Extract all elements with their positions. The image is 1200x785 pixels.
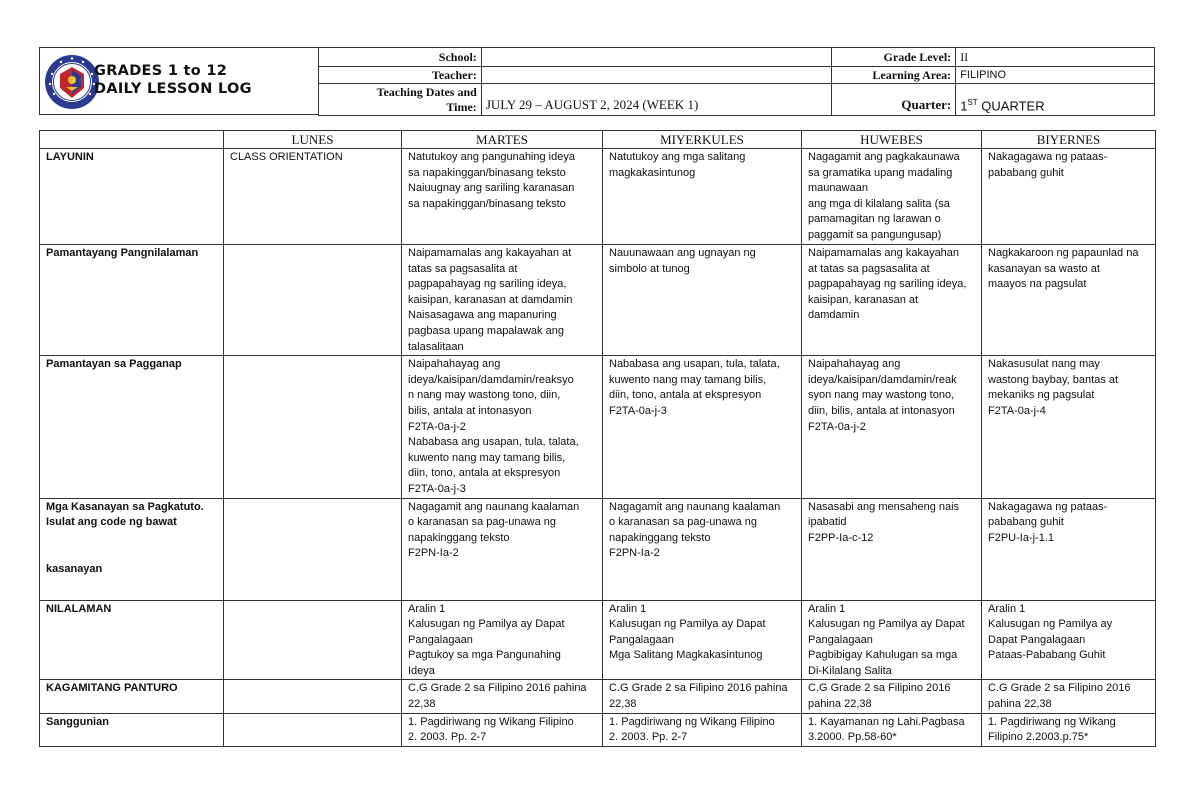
cell-line: Naisasagawa ang mapanuring [408, 309, 557, 322]
table-cell [224, 245, 402, 356]
row-label-line [46, 531, 218, 547]
quarter-field[interactable] [956, 84, 1155, 116]
cell-line: 22,38 [609, 698, 637, 711]
cell-line: Pagbibigay Kahulugan sa mga [808, 649, 958, 662]
row-label-line: Mga Kasanayan sa Pagkatuto. [46, 500, 204, 513]
cell-line: ipabatid [808, 516, 847, 529]
cell-line: Pangalagaan [808, 633, 873, 646]
cell-line: syon nang may wastong tono, [808, 389, 955, 402]
table-cell [402, 149, 603, 245]
cell-line: o karanasan sa pag-unawa ng [408, 516, 556, 529]
title-line-1: GRADES 1 to 12 [94, 63, 228, 79]
cell-line: Nagagamit ang naunang kaalaman [609, 500, 781, 513]
cell-line: simbolo at tunog [609, 262, 690, 275]
cell-line: sa napakinggan/binasang teksto [408, 197, 566, 210]
title-line-2: DAILY LESSON LOG [94, 81, 252, 97]
table-cell [402, 713, 603, 746]
cell-line: Natutukoy ang pangunahing ideya [408, 151, 575, 163]
cell-line: ideya/kaisipan/damdamin/reaksyo [408, 373, 574, 386]
row-label-line: Pamantayan sa Pagganap [46, 358, 182, 371]
cell-line: n nang may wastong tono, diin, [408, 389, 561, 402]
table-cell [224, 356, 402, 498]
teaching-dates-label-line1: Teaching Dates and [376, 84, 477, 99]
table-cell [982, 498, 1156, 600]
table-cell [802, 149, 982, 245]
table-cell [603, 149, 802, 245]
row-label-line: Pamantayang Pangnilalaman [46, 247, 199, 259]
cell-line: napakinggang teksto [408, 531, 510, 544]
school-field[interactable] [481, 48, 832, 67]
table-cell [224, 680, 402, 713]
cell-line: Kalusugan ng Pamilya ay Dapat [609, 618, 766, 631]
cell-line: sa gramatika upang madaling [808, 166, 953, 179]
cell-line: Naipahahayag ang [808, 358, 901, 371]
cell-line: Naipahahayag ang [408, 358, 501, 371]
cell-line: sa napakinggan/binasang teksto [408, 166, 566, 179]
table-cell [402, 245, 603, 356]
cell-line: Nababasa ang usapan, tula, talata, [408, 436, 579, 449]
table-cell [402, 498, 603, 600]
cell-line: maayos na pagsulat [988, 278, 1087, 291]
cell-line: 1. Pagdiriwang ng Wikang [988, 715, 1116, 728]
lesson-log-header [39, 47, 1155, 117]
cell-line: Pataas-Pababang Guhit [988, 649, 1106, 662]
school-label: School: [319, 48, 482, 67]
cell-line: Nakagagawa ng pataas- [988, 500, 1108, 513]
cell-line: Kalusugan ng Pamilya ay [988, 618, 1113, 631]
cell-line: CLASS ORIENTATION [230, 151, 343, 163]
cell-line: pagpapahayag ng sariling ideya, [808, 278, 967, 291]
cell-line: Nakasusulat nang may [988, 358, 1100, 371]
cell-line: pamamagitan ng larawan o [808, 213, 941, 226]
cell-line: Di-Kilalang Salita [808, 664, 892, 677]
cell-line: Pangalagaan [408, 633, 473, 646]
deped-seal-icon [44, 54, 100, 110]
cell-line: kuwento nang may tamang bilis, [408, 451, 566, 464]
cell-line: ideya/kaisipan/damdamin/reak [808, 373, 957, 386]
row-label [40, 600, 224, 680]
grade-level-field[interactable]: II [956, 48, 1155, 67]
table-row [40, 713, 1156, 746]
cell-line: Aralin 1 [808, 602, 846, 615]
table-cell [982, 600, 1156, 680]
cell-line: kasanayan sa wasto at [988, 262, 1100, 275]
quarter-word: QUARTER [977, 98, 1045, 113]
table-cell [982, 680, 1156, 713]
cell-line: Aralin 1 [988, 602, 1026, 615]
cell-line: Nagagamit ang pagkakaunawa [808, 151, 960, 163]
cell-line: kaisipan, karanasan at [808, 293, 919, 306]
cell-line: Aralin 1 [408, 602, 446, 615]
table-row [40, 356, 1156, 498]
cell-line: Nakagagawa ng pataas- [988, 151, 1108, 163]
cell-line: F2TA-0a-j-2 [408, 420, 466, 433]
cell-line: C.G Grade 2 sa Filipino 2016 pahina [609, 682, 788, 695]
cell-line: magkakasintunog [609, 166, 696, 179]
cell-line: diin, tono, antala at ekspresyon [609, 389, 762, 402]
cell-line: Filipino 2.2003.p.75* [988, 731, 1089, 744]
cell-line: pagbasa upang mapalawak ang [408, 324, 564, 337]
table-cell [982, 245, 1156, 356]
table-cell [224, 600, 402, 680]
lesson-plan-body [40, 149, 1156, 747]
cell-line: ang mga di kilalang salita (sa [808, 197, 950, 210]
teaching-dates-label [319, 84, 482, 116]
cell-line: Kalusugan ng Pamilya ay Dapat [808, 618, 965, 631]
teaching-dates-field[interactable]: JULY 29 – AUGUST 2, 2024 (WEEK 1) [481, 84, 832, 116]
cell-line: napakinggang teksto [609, 531, 711, 544]
cell-line: paggamit sa pangungusap) [808, 228, 942, 241]
table-cell [603, 600, 802, 680]
table-cell [402, 600, 603, 680]
cell-line: pahina 22,38 [988, 698, 1052, 711]
cell-line: kaisipan, karanasan at damdamin [408, 293, 573, 306]
row-label-line: Sanggunian [46, 715, 109, 728]
cell-line: Ideya [408, 664, 435, 677]
cell-line: 1. Pagdiriwang ng Wikang Filipino [408, 715, 574, 728]
row-label-line: kasanayan [46, 562, 103, 575]
corner-cell [40, 131, 224, 149]
lesson-plan-table [39, 130, 1156, 747]
quarter-suffix: ST [967, 97, 978, 107]
table-cell [982, 149, 1156, 245]
cell-line: Nauunawaan ang ugnayan ng [609, 247, 756, 259]
row-label-line: KAGAMITANG PANTURO [46, 682, 178, 695]
learning-area-field[interactable]: FILIPINO [956, 67, 1155, 84]
cell-line: o karanasan sa pag-unawa ng [609, 516, 757, 529]
cell-line: bilis, antala at intonasyon [408, 404, 532, 417]
table-cell [603, 245, 802, 356]
table-cell [802, 356, 982, 498]
cell-line: F2PU-Ia-j-1.1 [988, 531, 1055, 544]
cell-line: Dapat Pangalagaan [988, 633, 1086, 646]
table-cell [982, 713, 1156, 746]
cell-line: talasalitaan [408, 340, 464, 353]
cell-line: Mga Salitang Magkakasintunog [609, 649, 763, 662]
cell-line: Nababasa ang usapan, tula, talata, [609, 358, 780, 371]
cell-line: Nagagamit ang naunang kaalaman [408, 500, 580, 513]
column-header: LUNES [224, 131, 402, 149]
table-row [40, 245, 1156, 356]
row-label [40, 356, 224, 498]
cell-line: F2TA-0a-j-3 [408, 482, 466, 495]
day-header-row [40, 131, 1156, 149]
cell-line: Nasasabi ang mensaheng nais [808, 500, 960, 513]
column-header: BIYERNES [982, 131, 1156, 149]
title-block [39, 47, 319, 115]
row-label [40, 680, 224, 713]
cell-line: pababang guhit [988, 516, 1064, 529]
column-header: HUWEBES [802, 131, 982, 149]
cell-line: Naipamamalas ang kakayahan at [408, 247, 572, 259]
cell-line: 3.2000. Pp.58-60* [808, 731, 897, 744]
cell-line: wastong baybay, bantas at [988, 373, 1119, 386]
cell-line: 1. Pagdiriwang ng Wikang Filipino [609, 715, 775, 728]
cell-line: F2PP-Ia-c-12 [808, 531, 874, 544]
cell-line: Naipamamalas ang kakayahan [808, 247, 960, 259]
quarter-label: Quarter: [832, 84, 956, 116]
cell-line: F2PN-Ia-2 [609, 547, 660, 560]
cell-line: mekaniks ng pagsulat [988, 389, 1095, 402]
table-cell [224, 149, 402, 245]
table-cell [802, 680, 982, 713]
cell-line: F2TA-0a-j-2 [808, 420, 866, 433]
table-row [40, 149, 1156, 245]
row-label [40, 713, 224, 746]
cell-line: C.G Grade 2 sa Filipino 2016 pahina [408, 682, 587, 695]
cell-line: F2PN-Ia-2 [408, 547, 459, 560]
row-label-line: LAYUNIN [46, 151, 94, 163]
cell-line: C.G Grade 2 sa Filipino 2016 [808, 682, 951, 695]
cell-line: F2TA-0a-j-4 [988, 404, 1046, 417]
cell-line: Naiuugnay ang sariling karanasan [408, 182, 575, 195]
cell-line: 1. Kayamanan ng Lahi.Pagbasa [808, 715, 965, 728]
column-header: MARTES [402, 131, 603, 149]
table-cell [802, 600, 982, 680]
table-row [40, 680, 1156, 713]
grade-level-label: Grade Level: [832, 48, 956, 67]
cell-line: damdamin [808, 309, 860, 322]
table-cell [802, 713, 982, 746]
cell-line: Nagkakaroon ng papaunlad na [988, 247, 1139, 259]
table-row [40, 498, 1156, 600]
quarter-number: 1 [960, 98, 968, 113]
table-cell [802, 498, 982, 600]
teacher-field[interactable] [481, 67, 832, 84]
cell-line: C.G Grade 2 sa Filipino 2016 [988, 682, 1131, 695]
cell-line: Pagtukoy sa mga Pangunahing [408, 649, 561, 662]
cell-line: diin, bilis, antala at intonasyon [808, 404, 955, 417]
table-cell [982, 356, 1156, 498]
table-cell [603, 498, 802, 600]
learning-area-label: Learning Area: [832, 67, 956, 84]
row-label-line: NILALAMAN [46, 602, 112, 615]
cell-line: at tatas sa pagsasalita at [808, 262, 930, 275]
row-label [40, 149, 224, 245]
cell-line: Kalusugan ng Pamilya ay Dapat [408, 618, 565, 631]
cell-line: 2. 2003. Pp. 2-7 [408, 731, 487, 744]
row-label-line: Isulat ang code ng bawat [46, 516, 177, 529]
cell-line: Natutukoy ang mga salitang [609, 151, 746, 163]
row-label [40, 245, 224, 356]
cell-line: pababang guhit [988, 166, 1064, 179]
table-cell [603, 356, 802, 498]
cell-line: pagpapahayag ng sariling ideya, [408, 278, 567, 291]
table-cell [224, 713, 402, 746]
teaching-dates-label-line2: Time: [446, 99, 477, 114]
cell-line: diin, tono, antala at ekspresyon [408, 467, 561, 480]
row-label-line [46, 546, 218, 562]
table-cell [402, 680, 603, 713]
table-cell [603, 713, 802, 746]
cell-line: Aralin 1 [609, 602, 647, 615]
column-header: MIYERKULES [603, 131, 802, 149]
row-label [40, 498, 224, 600]
table-cell [402, 356, 603, 498]
cell-line: 22,38 [408, 698, 436, 711]
cell-line: F2TA-0a-j-3 [609, 404, 667, 417]
cell-line: kuwento nang may tamang bilis, [609, 373, 767, 386]
cell-line: maunawaan [808, 182, 868, 195]
cell-line: Pangalagaan [609, 633, 674, 646]
table-cell [802, 245, 982, 356]
cell-line: 2. 2003. Pp. 2-7 [609, 731, 688, 744]
document-title [94, 62, 252, 98]
table-row [40, 600, 1156, 680]
cell-line: pahina 22,38 [808, 698, 872, 711]
cell-line: tatas sa pagsasalita at [408, 262, 518, 275]
table-cell [603, 680, 802, 713]
info-table [318, 47, 1155, 116]
table-cell [224, 498, 402, 600]
teacher-label: Teacher: [319, 67, 482, 84]
